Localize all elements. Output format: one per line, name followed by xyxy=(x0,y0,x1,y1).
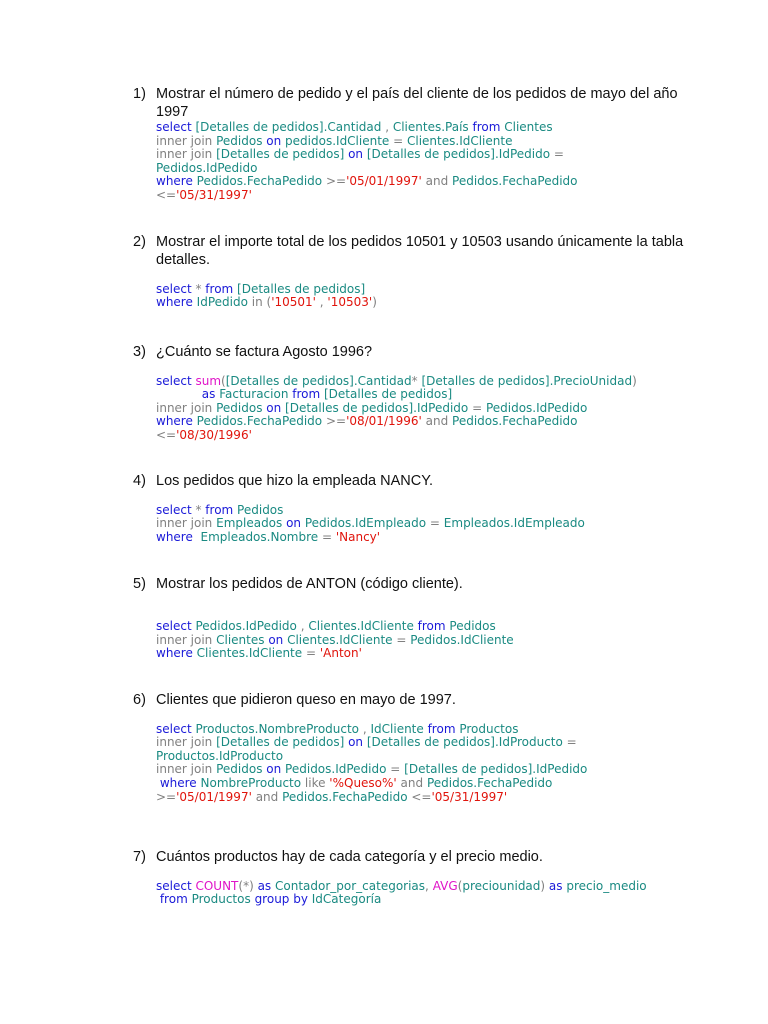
sql-line xyxy=(156,162,693,176)
sql-token-gray: ) xyxy=(540,878,549,893)
sql-token-kw: group by xyxy=(254,892,312,907)
sql-token-gray: * xyxy=(195,502,206,517)
sql-token-id: precio_medio xyxy=(566,878,647,893)
question-block xyxy=(133,343,693,443)
sql-line xyxy=(156,634,693,648)
sql-line xyxy=(156,777,693,791)
sql-line xyxy=(156,296,693,310)
sql-token-id: Pedidos.FechaPedido xyxy=(196,414,326,429)
sql-line xyxy=(156,269,693,283)
sql-token-gray: inner join xyxy=(156,400,217,415)
sql-line xyxy=(156,135,693,149)
sql-token-id: Productos.IdProducto xyxy=(156,748,284,763)
sql-code-block xyxy=(156,269,693,310)
sql-token-fn: sum xyxy=(195,373,222,388)
sql-token-gray: = xyxy=(562,735,577,750)
sql-line xyxy=(156,723,693,737)
sql-token-id: Empleados xyxy=(216,516,287,531)
sql-line xyxy=(156,175,693,189)
question-block xyxy=(133,575,693,661)
sql-line xyxy=(156,429,693,443)
sql-line xyxy=(156,121,693,135)
sql-line xyxy=(156,647,693,661)
question-number: 4) xyxy=(133,473,146,489)
sql-token-gray: inner join xyxy=(156,735,217,750)
sql-line xyxy=(156,361,693,375)
sql-token-kw: from xyxy=(159,892,192,907)
sql-line xyxy=(156,607,693,621)
sql-token-id: Pedidos.FechaPedido xyxy=(452,414,578,429)
sql-token-kw: where xyxy=(156,414,197,429)
sql-token-id: [Detalles de pedidos].IdPedido xyxy=(404,762,588,777)
sql-token-kw: on xyxy=(286,516,305,531)
sql-token-gray: >= xyxy=(156,789,177,804)
sql-line xyxy=(156,402,693,416)
sql-line xyxy=(156,189,693,203)
sql-token-str: '08/30/1996' xyxy=(176,427,252,442)
sql-token-str: '10503' xyxy=(327,295,373,310)
sql-token-id: Productos xyxy=(191,892,255,907)
question-text: Mostrar el número de pedido y el país del cliente de los pedidos de mayo del año 1997 xyxy=(156,86,678,120)
sql-line xyxy=(156,893,693,907)
sql-token-str: 'Anton' xyxy=(319,646,362,661)
sql-token-id: [Detalles de pedidos].PrecioUnidad xyxy=(421,373,633,388)
sql-token-id: Pedidos.IdPedido xyxy=(195,619,297,634)
sql-token-id: Pedidos.FechaPedido xyxy=(452,174,578,189)
question-number: 1) xyxy=(133,86,146,102)
sql-token-gray: , xyxy=(296,619,309,634)
question-number: 2) xyxy=(133,234,146,250)
question-block xyxy=(133,472,693,544)
sql-token-id: Clientes xyxy=(504,120,553,134)
sql-token-id: Productos xyxy=(459,721,519,736)
sql-token-id: Clientes xyxy=(216,632,269,647)
sql-token-kw: from xyxy=(292,387,324,402)
sql-token-id: Clientes.IdCliente xyxy=(407,133,513,148)
sql-token-id: IdPedido xyxy=(196,295,252,310)
question-text: Mostrar los pedidos de ANTON (código cliente). xyxy=(156,576,463,592)
sql-token-gray: = xyxy=(302,646,320,661)
question-number: 3) xyxy=(133,344,146,360)
sql-token-gray: in ( xyxy=(251,295,272,310)
sql-token-kw: on xyxy=(348,147,367,162)
sql-line xyxy=(156,517,693,531)
sql-token-gray: = xyxy=(318,529,336,544)
sql-line xyxy=(156,593,693,607)
question-heading xyxy=(133,233,693,269)
sql-token-kw: where xyxy=(156,174,197,189)
question-number: 7) xyxy=(133,849,146,865)
sql-token-kw: from xyxy=(417,619,450,634)
sql-token-gray: , xyxy=(381,120,393,134)
sql-token-id: Pedidos.IdPedido xyxy=(156,160,258,175)
sql-token-id: IdCliente xyxy=(370,721,428,736)
sql-token-kw: as xyxy=(257,878,275,893)
sql-token-kw: on xyxy=(266,762,286,777)
sql-token-fn: COUNT xyxy=(195,878,239,893)
question-heading xyxy=(133,85,693,121)
sql-line xyxy=(156,750,693,764)
sql-token-gray: inner join xyxy=(156,133,217,148)
sql-token-id: Empleados.IdEmpleado xyxy=(443,516,585,531)
sql-token-id: [Detalles de pedidos].IdPedido xyxy=(366,147,551,162)
sql-token-id: Pedidos.FechaPedido xyxy=(282,789,412,804)
sql-token-id: Facturacion xyxy=(219,387,293,402)
sql-line xyxy=(156,763,693,777)
sql-token-kw: on xyxy=(266,133,286,148)
sql-token-id: Pedidos.FechaPedido xyxy=(426,775,553,790)
sql-token-kw: select xyxy=(156,120,196,134)
sql-token-id: NombreProducto xyxy=(200,775,305,790)
sql-token-gray: <= xyxy=(411,789,432,804)
question-heading xyxy=(133,848,693,866)
sql-line xyxy=(156,866,693,880)
sql-token-id: Pedidos.IdCliente xyxy=(410,632,514,647)
sql-line xyxy=(156,531,693,545)
sql-line xyxy=(156,415,693,429)
sql-line xyxy=(156,620,693,634)
sql-token-str: '10501' xyxy=(271,295,316,310)
sql-token-id: Pedidos xyxy=(216,762,267,777)
sql-token-id: Clientes.IdCliente xyxy=(287,632,393,647)
sql-token-id: Pedidos.IdEmpleado xyxy=(304,516,427,531)
sql-token-id: Pedidos xyxy=(216,133,267,148)
sql-token-kw: where xyxy=(156,295,197,310)
sql-token-kw: on xyxy=(348,735,367,750)
sql-token-gray: = xyxy=(468,400,486,415)
sql-token-gray: = xyxy=(392,632,411,647)
sql-token-id: Pedidos.IdPedido xyxy=(285,762,387,777)
sql-code-block xyxy=(156,593,693,661)
sql-token-gray: inner join xyxy=(156,762,217,777)
sql-token-fn: AVG xyxy=(432,878,458,893)
sql-token-id: [Detalles de pedidos] xyxy=(216,147,349,162)
sql-token-id: Clientes.País xyxy=(392,120,473,134)
sql-token-kw: from xyxy=(472,120,505,134)
sql-token-kw: from xyxy=(427,721,460,736)
sql-token-kw: where xyxy=(156,529,201,544)
sql-line xyxy=(156,148,693,162)
question-text: Los pedidos que hizo la empleada NANCY. xyxy=(156,473,434,489)
sql-line xyxy=(156,375,693,389)
question-block xyxy=(133,848,693,907)
question-text: ¿Cuánto se factura Agosto 1996? xyxy=(156,344,373,360)
sql-code-block xyxy=(156,361,693,443)
sql-token-gray: and xyxy=(425,414,453,429)
question-heading xyxy=(133,575,693,593)
sql-token-str: '05/31/1997' xyxy=(176,187,252,202)
sql-token-gray: and xyxy=(400,775,427,790)
sql-token-gray: <= xyxy=(156,187,177,202)
sql-token-id: Productos.NombreProducto xyxy=(195,721,360,736)
sql-token-id: preciounidad xyxy=(462,878,541,893)
sql-token-gray: , xyxy=(425,878,433,893)
sql-token-kw: select xyxy=(156,502,196,517)
sql-token-gray: and xyxy=(425,174,453,189)
sql-token-str: '05/01/1997' xyxy=(176,789,256,804)
sql-token-kw: select xyxy=(156,281,196,296)
question-number: 6) xyxy=(133,692,146,708)
sql-token-id: IdCategoría xyxy=(311,892,382,907)
sql-token-id: [Detalles de pedidos] xyxy=(324,387,453,402)
sql-token-kw: from xyxy=(205,502,238,517)
sql-token-gray: (*) xyxy=(238,878,258,893)
sql-token-gray: ( xyxy=(221,373,226,388)
sql-token-kw: where xyxy=(159,775,201,790)
question-text: Cuántos productos hay de cada categoría y el precio medio. xyxy=(156,849,543,865)
question-heading xyxy=(133,343,693,361)
sql-token-kw: select xyxy=(156,373,196,388)
sql-token-kw: select xyxy=(156,878,196,893)
sql-token-kw: from xyxy=(205,281,238,296)
sql-line xyxy=(156,490,693,504)
sql-token-gray: = xyxy=(550,147,564,162)
sql-token-gray: = xyxy=(389,133,407,148)
sql-line xyxy=(156,504,693,518)
sql-token-gray: * xyxy=(195,281,206,296)
sql-token-id: [Detalles de pedidos].IdProducto xyxy=(366,735,563,750)
sql-token-gray: = xyxy=(426,516,444,531)
question-heading xyxy=(133,472,693,490)
sql-token-kw: on xyxy=(268,632,288,647)
sql-token-id: Clientes.IdCliente xyxy=(196,646,303,661)
sql-token-id: Pedidos xyxy=(237,502,284,517)
sql-token-str: '%Queso%' xyxy=(329,775,401,790)
sql-token-plain xyxy=(156,387,202,401)
sql-line xyxy=(156,791,693,805)
sql-token-kw: select xyxy=(156,721,196,736)
sql-token-gray: * xyxy=(411,373,422,388)
sql-line xyxy=(156,736,693,750)
sql-token-id: [Detalles de pedidos].Cantidad xyxy=(225,373,412,388)
sql-token-gray: ( xyxy=(457,878,463,893)
sql-token-str: '08/01/1996' xyxy=(346,414,426,429)
sql-token-gray: = xyxy=(386,762,405,777)
sql-token-id: Pedidos xyxy=(216,400,267,415)
sql-token-id: [Detalles de pedidos] xyxy=(216,735,349,750)
sql-token-str: 'Nancy' xyxy=(335,529,381,544)
sql-token-gray: ) xyxy=(632,373,637,388)
sql-token-gray: like xyxy=(304,775,330,790)
sql-token-gray: and xyxy=(255,789,283,804)
sql-token-kw: on xyxy=(266,400,286,415)
sql-token-gray: inner join xyxy=(156,147,217,162)
question-block xyxy=(133,233,693,310)
sql-code-block xyxy=(156,490,693,544)
sql-token-gray: >= xyxy=(325,174,347,189)
sql-token-gray: , xyxy=(315,295,328,310)
sql-token-gray: inner join xyxy=(156,516,217,531)
question-text: Clientes que pidieron queso en mayo de 1997. xyxy=(156,692,456,708)
sql-token-id: [Detalles de pedidos] xyxy=(237,281,366,296)
sql-token-id: Pedidos.FechaPedido xyxy=(196,174,326,189)
sql-token-kw: as xyxy=(201,387,220,402)
sql-code-block xyxy=(156,866,693,907)
sql-line xyxy=(156,709,693,723)
sql-token-kw: as xyxy=(548,878,567,893)
sql-code-block xyxy=(156,709,693,804)
sql-token-id: Contador_por_categorias xyxy=(275,878,426,893)
sql-token-gray: <= xyxy=(156,427,177,442)
sql-line xyxy=(156,283,693,297)
sql-token-id: Empleados.Nombre xyxy=(200,529,319,544)
sql-token-gray: ) xyxy=(372,295,377,310)
question-number: 5) xyxy=(133,576,146,592)
sql-token-str: '05/31/1997' xyxy=(431,789,508,804)
question-heading xyxy=(133,691,693,709)
question-text: Mostrar el importe total de los pedidos 10501 y 10503 usando únicamente la tabla detalles. xyxy=(156,234,684,268)
sql-token-id: [Detalles de pedidos].Cantidad xyxy=(195,120,382,134)
sql-token-kw: where xyxy=(156,646,197,661)
sql-token-str: '05/01/1997' xyxy=(346,174,426,189)
sql-token-gray: inner join xyxy=(156,632,217,647)
sql-token-id: [Detalles de pedidos].IdPedido xyxy=(285,400,469,415)
sql-code-block xyxy=(156,121,693,203)
sql-line xyxy=(156,388,693,402)
sql-token-id: Pedidos.IdPedido xyxy=(485,400,588,415)
sql-token-id: pedidos.IdCliente xyxy=(285,133,390,148)
sql-line xyxy=(156,880,693,894)
question-block xyxy=(133,85,693,203)
sql-token-id: Pedidos xyxy=(449,619,496,634)
sql-token-gray: >= xyxy=(325,414,347,429)
sql-token-gray: , xyxy=(359,721,371,736)
sql-token-id: Clientes.IdCliente xyxy=(308,619,418,634)
sql-token-kw: select xyxy=(156,619,196,634)
question-block xyxy=(133,691,693,804)
